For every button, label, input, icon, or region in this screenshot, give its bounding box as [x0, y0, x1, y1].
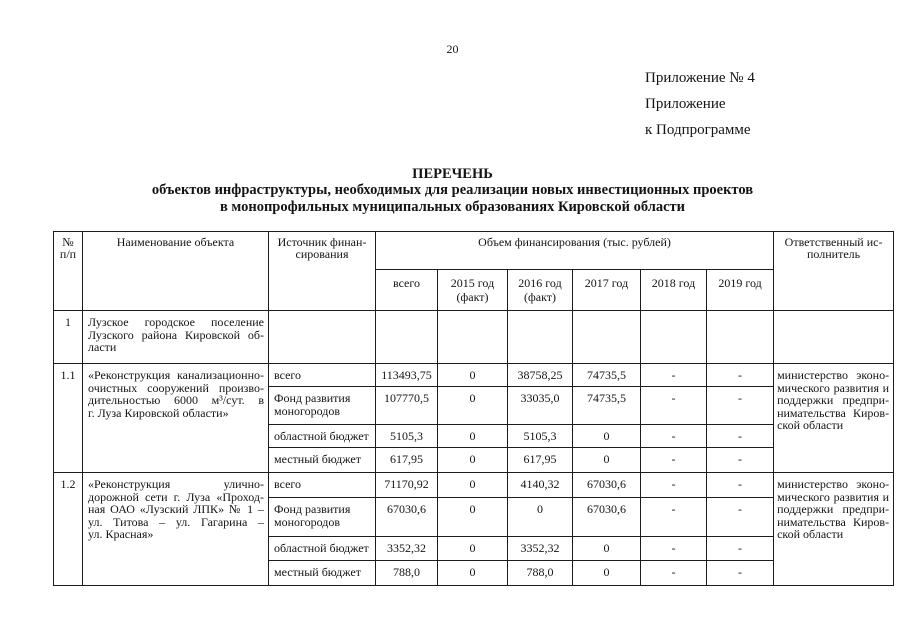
value-2017: 0 — [573, 425, 641, 448]
value-2016: 617,95 — [508, 448, 573, 473]
object-name-line: ная ОАО «Лузский ЛПК» № 1 – — [88, 502, 264, 516]
value-2017: 74735,5 — [573, 387, 641, 425]
funding-source-cell: Фонд развития моногородов — [269, 387, 376, 425]
value-2018: - — [641, 537, 707, 561]
value-2016: 5105,3 — [508, 425, 573, 448]
responsible-line: поддержки предпри- — [777, 393, 890, 407]
total-value: 107770,5 — [376, 387, 438, 425]
header-funding-volume: Объем финансирования (тыс. рублей) — [376, 232, 774, 270]
value-2019: - — [707, 387, 774, 425]
settlement-name-cell — [83, 311, 269, 364]
value-2017: 67030,6 — [573, 473, 641, 498]
appendix-label: к Подпрограмме — [645, 122, 751, 138]
page-number: 20 — [446, 42, 459, 56]
document-subtitle: в монопрофильных муниципальных образованиях Кировской области — [219, 199, 686, 215]
object-name-line: г. Луза Кировской области» — [88, 405, 229, 420]
object-name-cell — [83, 364, 269, 473]
value-2016: 788,0 — [508, 561, 573, 586]
empty-cell — [269, 311, 376, 364]
value-2018: - — [641, 364, 707, 387]
document-heading: ПЕРЕЧЕНЬ — [412, 166, 493, 182]
total-value: 113493,75 — [376, 364, 438, 387]
appendix-label: Приложение — [645, 96, 726, 112]
value-2017: 0 — [573, 537, 641, 561]
value-2018: - — [641, 387, 707, 425]
empty-cell — [438, 311, 508, 364]
row-number: 1.1 — [54, 364, 83, 473]
value-2015: 0 — [438, 473, 508, 498]
funding-source-cell: областной бюджет — [269, 537, 376, 561]
empty-cell — [707, 311, 774, 364]
funding-source-cell: всего — [269, 473, 376, 498]
responsible-line: ской области — [777, 418, 844, 432]
empty-cell — [641, 311, 707, 364]
total-value: 71170,92 — [376, 473, 438, 498]
infrastructure-objects-table — [53, 231, 894, 586]
header-year-2018: 2018 год — [641, 270, 707, 311]
value-2015: 0 — [438, 561, 508, 586]
value-2016: 4140,32 — [508, 473, 573, 498]
settlement-name-line: Лузское городское поселение — [88, 315, 264, 329]
value-2015: 0 — [438, 498, 508, 537]
value-2015: 0 — [438, 537, 508, 561]
value-2016: 33035,0 — [508, 387, 573, 425]
value-2015: 0 — [438, 425, 508, 448]
value-2019: - — [707, 561, 774, 586]
value-2018: - — [641, 425, 707, 448]
header-object-name: Наименование объекта — [83, 232, 269, 311]
value-2015: 0 — [438, 448, 508, 473]
funding-source-cell: областной бюджет — [269, 425, 376, 448]
object-name-cell — [83, 473, 269, 586]
empty-cell — [376, 311, 438, 364]
total-value: 788,0 — [376, 561, 438, 586]
settlement-name-line: Лузского района Кировской об- — [88, 327, 264, 342]
value-2016: 3352,32 — [508, 537, 573, 561]
value-2019: - — [707, 364, 774, 387]
funding-source-cell: Фонд развития моногородов — [269, 498, 376, 537]
responsible-line: министерство эконо- — [777, 477, 890, 491]
responsible-line: нимательства Киров- — [777, 514, 890, 529]
value-2019: - — [707, 498, 774, 537]
table-body — [54, 232, 894, 586]
object-name-line: «Реконструкция канализационно- — [88, 368, 264, 382]
object-name-line: ул. Красная» — [88, 527, 154, 541]
appendix-label: Приложение № 4 — [645, 70, 755, 86]
object-name-line: дительностью 6000 м³/сут. в — [88, 393, 264, 407]
value-2017: 67030,6 — [573, 498, 641, 537]
total-value: 3352,32 — [376, 537, 438, 561]
header-num: № п/п — [54, 232, 83, 311]
header-row — [54, 232, 894, 270]
value-2019: - — [707, 473, 774, 498]
responsible-cell — [774, 364, 894, 473]
value-2019: - — [707, 448, 774, 473]
responsible-line: ской области — [777, 527, 844, 541]
header-year-2015: 2015 год (факт) — [438, 270, 508, 311]
object-name-line: «Реконструкция улично- — [88, 477, 264, 491]
header-year-2017: 2017 год — [573, 270, 641, 311]
responsible-cell — [774, 473, 894, 586]
project-row — [54, 364, 894, 387]
settlement-row — [54, 311, 894, 364]
value-2017: 74735,5 — [573, 364, 641, 387]
header-responsible: Ответственный ис- полнитель — [774, 232, 894, 311]
responsible-line: нимательства Киров- — [777, 405, 890, 420]
value-2019: - — [707, 425, 774, 448]
value-2017: 0 — [573, 561, 641, 586]
value-2016: 0 — [508, 498, 573, 537]
value-2018: - — [641, 448, 707, 473]
empty-cell — [508, 311, 573, 364]
document-subtitle: объектов инфраструктуры, необходимых для реализации новых инвестиционных проектов — [151, 182, 754, 198]
object-name-line: дорожной сети г. Луза «Проход- — [88, 489, 264, 504]
value-2015: 0 — [438, 364, 508, 387]
total-value: 5105,3 — [376, 425, 438, 448]
value-2018: - — [641, 561, 707, 586]
header-year-2019: 2019 год — [707, 270, 774, 311]
total-value: 617,95 — [376, 448, 438, 473]
responsible-line: мического развития и — [777, 380, 890, 395]
value-2019: - — [707, 537, 774, 561]
total-value: 67030,6 — [376, 498, 438, 537]
object-name-line: очистных сооружений произво- — [88, 380, 264, 395]
value-2018: - — [641, 498, 707, 537]
header-year-2016: 2016 год (факт) — [508, 270, 573, 311]
object-name-line: ул. Титова – ул. Гагарина – — [88, 514, 264, 529]
responsible-line: поддержки предпри- — [777, 502, 890, 516]
funding-source-cell: местный бюджет — [269, 448, 376, 473]
empty-cell — [774, 311, 894, 364]
responsible-line: мического развития и — [777, 489, 890, 504]
settlement-name-line: ласти — [88, 340, 117, 354]
value-2017: 0 — [573, 448, 641, 473]
header-funding-source: Источник финан- сирования — [269, 232, 376, 311]
funding-source-cell: всего — [269, 364, 376, 387]
responsible-line: министерство эконо- — [777, 368, 890, 382]
row-number: 1 — [54, 311, 83, 364]
project-row — [54, 473, 894, 498]
empty-cell — [573, 311, 641, 364]
value-2016: 38758,25 — [508, 364, 573, 387]
value-2015: 0 — [438, 387, 508, 425]
header-total: всего — [376, 270, 438, 311]
funding-source-cell: местный бюджет — [269, 561, 376, 586]
value-2018: - — [641, 473, 707, 498]
row-number: 1.2 — [54, 473, 83, 586]
